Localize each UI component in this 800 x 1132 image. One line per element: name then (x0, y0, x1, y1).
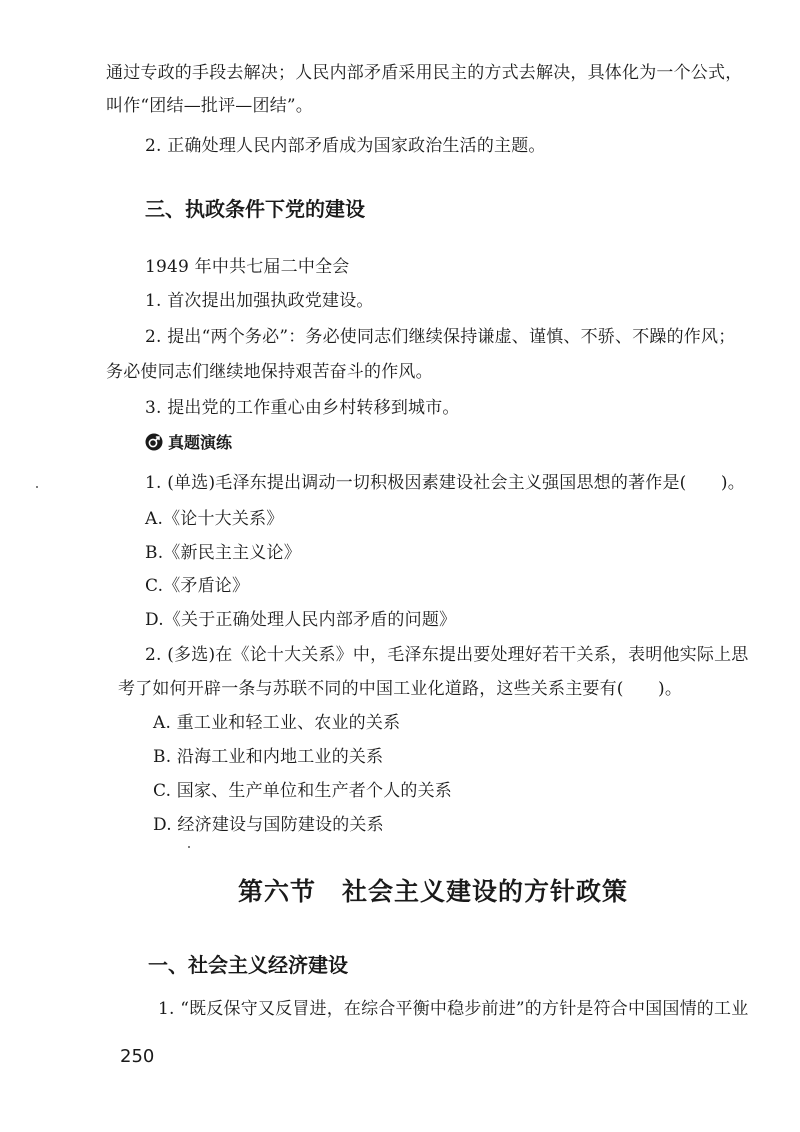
question-option: D. 经济建设与国防建设的关系 (153, 815, 384, 835)
list-item: 3. 提出党的工作重心由乡村转移到城市。 (145, 398, 460, 418)
paragraph-line: 通过专政的手段去解决；人民内部矛盾采用民主的方式去解决，具体化为一个公式， (106, 63, 743, 83)
question-stem: 1. (单选)毛泽东提出调动一切积极因素建设社会主义强国思想的著作是( )。 (145, 473, 745, 493)
question-option: B.《新民主主义论》 (145, 543, 301, 563)
question-stem-continuation: 考了如何开辟一条与苏联不同的中国工业化道路，这些关系主要有( )。 (118, 679, 683, 699)
scan-speck (36, 486, 38, 488)
question-option: A. 重工业和轻工业、农业的关系 (153, 713, 401, 733)
section-number: 第六节 (238, 877, 317, 906)
page-number: 250 (120, 1046, 155, 1067)
scan-speck (188, 846, 190, 848)
chapter-section-title (238, 876, 628, 908)
question-option: C. 国家、生产单位和生产者个人的关系 (153, 781, 453, 801)
meeting-title: 1949 年中共七届二中全会 (145, 257, 350, 277)
subsection-heading: 一、社会主义经济建设 (148, 953, 348, 977)
exercise-label: 真题演练 (168, 433, 233, 452)
question-option: B. 沿海工业和内地工业的关系 (153, 747, 384, 767)
section-name: 社会主义建设的方针政策 (342, 877, 629, 906)
question-option: C.《矛盾论》 (145, 576, 250, 596)
practice-icon (145, 433, 163, 451)
paragraph-line: 1. “既反保守又反冒进，在综合平衡中稳步前进”的方针是符合中国国情的工业 (158, 999, 749, 1019)
question-stem: 2. (多选)在《论十大关系》中，毛泽东提出要处理好若干关系，表明他实际上思 (145, 645, 749, 665)
list-item-continuation: 务必使同志们继续地保持艰苦奋斗的作风。 (106, 362, 433, 382)
paragraph-line: 叫作“团结—批评—团结”。 (106, 96, 313, 116)
list-item: 1. 首次提出加强执政党建设。 (145, 291, 374, 311)
exercise-header (145, 430, 232, 453)
question-option: D.《关于正确处理人民内部矛盾的问题》 (145, 610, 457, 630)
list-item: 2. 正确处理人民内部矛盾成为国家政治生活的主题。 (145, 136, 546, 156)
question-option: A.《论十大关系》 (145, 509, 284, 529)
list-item: 2. 提出“两个务必”：务必使同志们继续保持谦虚、谨慎、不骄、不躁的作风； (145, 327, 736, 347)
section-heading: 三、执政条件下党的建设 (145, 197, 365, 221)
